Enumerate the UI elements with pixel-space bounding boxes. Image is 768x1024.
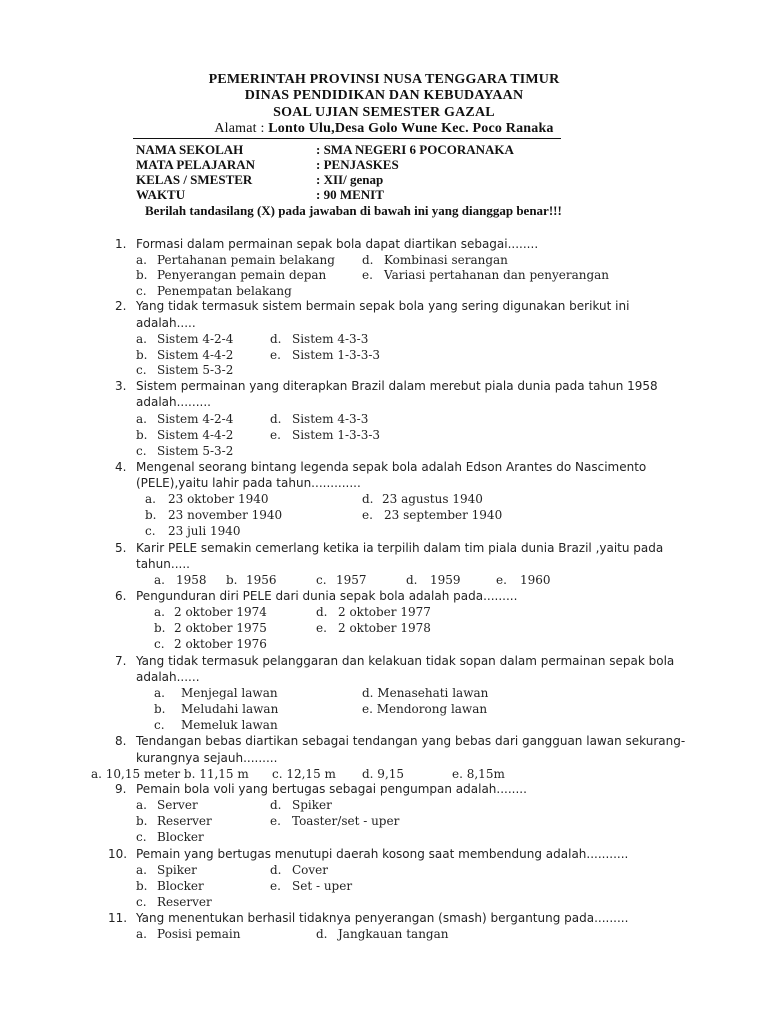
option-text: Server: [157, 798, 198, 812]
option-label: b.: [136, 348, 148, 362]
option-label: e.: [316, 621, 327, 635]
option-label: a.: [136, 332, 147, 346]
option-text: Menjegal lawan: [181, 686, 278, 700]
question-text: Tendangan bebas diartikan sebagai tendangan yang bebas dari gangguan lawan sekurang-: [136, 734, 686, 748]
option-text: 23 september 1940: [384, 508, 503, 522]
option-label: d.: [362, 492, 374, 506]
option-text: Reserver: [157, 814, 212, 828]
question-number: 11.: [108, 911, 128, 925]
option-label: c.: [136, 830, 147, 844]
option-text: Sistem 1-3-3-3: [292, 348, 381, 362]
option-label: e.: [270, 348, 281, 362]
option-text: Posisi pemain: [157, 927, 241, 941]
option-label: a.: [136, 412, 147, 426]
option-label: b.: [226, 573, 238, 587]
question-number: 6.: [115, 589, 127, 603]
option-label: b.: [136, 814, 148, 828]
option-label: e.: [362, 508, 373, 522]
option-label: e.: [270, 879, 281, 893]
question-number: 2.: [115, 299, 127, 313]
question-number: 1.: [115, 237, 127, 251]
header-department: DINAS PENDIDIKAN DAN KEBUDAYAAN: [244, 88, 524, 103]
option-label: b.: [136, 879, 148, 893]
option-text: Penyerangan pemain depan: [157, 268, 327, 282]
option-label: d.: [270, 412, 282, 426]
option-label: e.: [362, 268, 373, 282]
question-text: Yang tidak termasuk pelanggaran dan kelakuan tidak sopan dalam permainan sepak bola: [136, 654, 675, 668]
info-value-subject: : PENJASKES: [316, 157, 399, 172]
question-text: adalah......: [136, 670, 200, 684]
option-label: b.: [145, 508, 157, 522]
option-text: 1956: [246, 573, 277, 587]
option-label: a.: [145, 492, 156, 506]
option-label: d.: [362, 253, 374, 267]
option-label: c.: [136, 444, 147, 458]
option-label: b.: [136, 428, 148, 442]
option-text: 1958: [176, 573, 207, 587]
option-label: c.: [316, 573, 327, 587]
option-label: d.: [270, 332, 282, 346]
option-label: a.: [154, 686, 165, 700]
option-text: Toaster/set - uper: [292, 814, 400, 828]
question-text: Formasi dalam permainan sepak bola dapat diartikan sebagai........: [136, 237, 539, 251]
option-text: Sistem 1-3-3-3: [292, 428, 381, 442]
question-text: (PELE),yaitu lahir pada tahun.............: [136, 476, 361, 490]
question-text: Sistem permainan yang diterapkan Brazil dalam merebut piala dunia pada tahun 1958: [136, 379, 658, 393]
question-text: Pengunduran diri PELE dari dunia sepak bola adalah pada.........: [136, 589, 518, 603]
option-text: d. 9,15: [362, 767, 405, 781]
option-label: c.: [136, 895, 147, 909]
question-number: 5.: [115, 541, 127, 555]
option-text: Spiker: [157, 863, 197, 877]
address-label: Alamat :: [214, 121, 265, 136]
option-text: Jangkauan tangan: [338, 927, 449, 941]
option-text: Reserver: [157, 895, 212, 909]
option-text: Variasi pertahanan dan penyerangan: [384, 268, 610, 282]
address-value: Lonto Ulu,Desa Golo Wune Kec. Poco Ranaka: [268, 121, 554, 136]
option-text: 23 juli 1940: [168, 524, 241, 538]
option-label: b.: [136, 268, 148, 282]
question-number: 7.: [115, 654, 127, 668]
option-text: a. 10,15 meter b. 11,15 m: [91, 767, 249, 781]
question-text: Pemain bola voli yang bertugas sebagai pengumpan adalah........: [136, 782, 527, 796]
option-text: 1959: [430, 573, 461, 587]
option-text: c. 12,15 m: [272, 767, 336, 781]
header-province: PEMERINTAH PROVINSI NUSA TENGGARA TIMUR: [208, 72, 560, 87]
question-text: Yang tidak termasuk sistem bermain sepak bola yang sering digunakan berikut ini: [136, 299, 630, 313]
option-text: Spiker: [292, 798, 332, 812]
question-number: 8.: [115, 734, 127, 748]
option-text: Blocker: [157, 879, 204, 893]
question-text: tahun.....: [136, 557, 190, 571]
option-text: 23 november 1940: [168, 508, 283, 522]
info-value-time: : 90 MENIT: [316, 187, 384, 202]
info-label-class: KELAS / SMESTER: [136, 172, 253, 187]
option-text: Set - uper: [292, 879, 353, 893]
option-label: c.: [136, 284, 147, 298]
question-number: 4.: [115, 460, 127, 474]
option-label: d.: [270, 798, 282, 812]
option-label: d.: [316, 605, 328, 619]
header-exam-title: SOAL UJIAN SEMESTER GAZAL: [273, 105, 495, 120]
option-label: c.: [154, 637, 165, 651]
option-text: 2 oktober 1974: [174, 605, 267, 619]
option-label: a.: [154, 573, 165, 587]
header-address: [0, 120, 768, 137]
header-rule: [133, 138, 561, 139]
option-text: 2 oktober 1978: [338, 621, 431, 635]
question-number: 10.: [108, 847, 128, 861]
option-text: e. 8,15m: [452, 767, 505, 781]
option-label: c.: [136, 363, 147, 377]
option-label: a.: [136, 927, 147, 941]
option-label: c.: [145, 524, 156, 538]
option-label: b.: [154, 702, 166, 716]
option-text: Sistem 5-3-2: [157, 363, 234, 377]
option-label: a.: [136, 253, 147, 267]
option-label: b.: [154, 621, 166, 635]
option-text: d. Menasehati lawan: [362, 686, 489, 700]
question-text: Pemain yang bertugas menutupi daerah kosong saat membendung adalah...........: [136, 847, 629, 861]
option-text: Penempatan belakang: [157, 284, 292, 298]
option-label: a.: [154, 605, 165, 619]
question-text: adalah.....: [136, 316, 196, 330]
info-label-school: NAMA SEKOLAH: [136, 142, 244, 157]
option-text: Memeluk lawan: [181, 718, 278, 732]
option-label: a.: [136, 863, 147, 877]
question-number: 3.: [115, 379, 127, 393]
info-label-time: WAKTU: [136, 187, 186, 202]
option-text: Sistem 4-2-4: [157, 332, 234, 346]
option-text: Sistem 4-3-3: [292, 412, 369, 426]
option-text: 2 oktober 1977: [338, 605, 431, 619]
option-text: e. Mendorong lawan: [362, 702, 488, 716]
option-text: Meludahi lawan: [181, 702, 279, 716]
option-text: Sistem 4-2-4: [157, 412, 234, 426]
instruction: Berilah tandasilang (X) pada jawaban di bawah ini yang dianggap benar!!!: [145, 203, 562, 218]
question-text: Karir PELE semakin cemerlang ketika ia terpilih dalam tim piala dunia Brazil ,yaitu pada: [136, 541, 664, 555]
option-text: Blocker: [157, 830, 204, 844]
option-text: 23 agustus 1940: [382, 492, 483, 506]
option-text: Sistem 4-4-2: [157, 428, 234, 442]
option-label: d.: [406, 573, 418, 587]
option-label: e.: [496, 573, 507, 587]
option-text: 1957: [336, 573, 367, 587]
question-text: adalah.........: [136, 395, 211, 409]
option-text: 23 oktober 1940: [168, 492, 269, 506]
option-label: d.: [270, 863, 282, 877]
option-text: Sistem 5-3-2: [157, 444, 234, 458]
question-text: kurangnya sejauh.........: [136, 751, 278, 765]
option-text: Cover: [292, 863, 329, 877]
option-text: 2 oktober 1976: [174, 637, 267, 651]
option-text: 2 oktober 1975: [174, 621, 267, 635]
option-label: a.: [136, 798, 147, 812]
option-label: d.: [316, 927, 328, 941]
info-label-subject: MATA PELAJARAN: [136, 157, 256, 172]
option-label: e.: [270, 814, 281, 828]
option-text: Kombinasi serangan: [384, 253, 508, 267]
question-number: 9.: [115, 782, 127, 796]
info-value-class: : XII/ genap: [316, 172, 384, 187]
option-text: Pertahanan pemain belakang: [157, 253, 335, 267]
option-text: 1960: [520, 573, 551, 587]
option-label: c.: [154, 718, 165, 732]
question-text: Mengenal seorang bintang legenda sepak bola adalah Edson Arantes do Nascimento: [136, 460, 647, 474]
info-value-school: : SMA NEGERI 6 POCORANAKA: [316, 142, 514, 157]
option-text: Sistem 4-3-3: [292, 332, 369, 346]
question-text: Yang menentukan berhasil tidaknya penyerangan (smash) bergantung pada.........: [136, 911, 629, 925]
option-text: Sistem 4-4-2: [157, 348, 234, 362]
option-label: e.: [270, 428, 281, 442]
